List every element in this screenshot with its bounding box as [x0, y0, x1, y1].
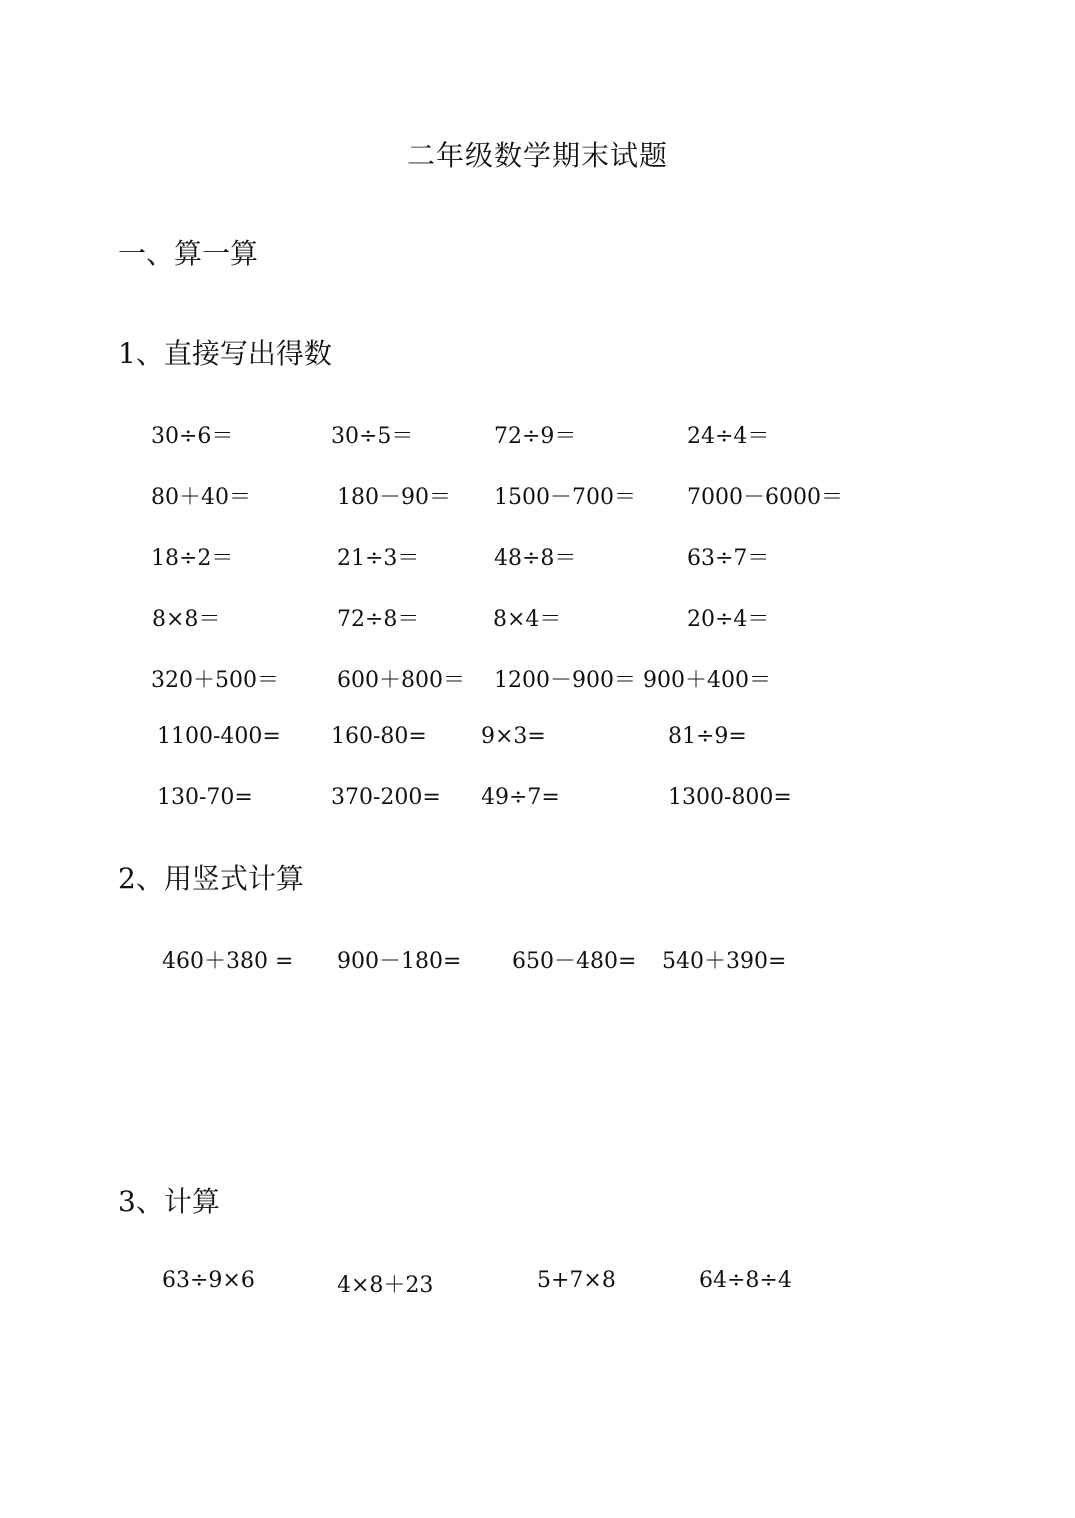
problem-item: 900＋400＝ — [643, 668, 771, 693]
part3-heading: 3、计算 — [118, 1185, 220, 1218]
problem-item: 320＋500＝ — [151, 668, 279, 693]
problem-item: 20÷4＝ — [687, 607, 770, 632]
problem-item: 4×8＋23 — [337, 1273, 434, 1298]
problem-item: 130-70= — [157, 785, 253, 810]
problem-item: 30÷5＝ — [331, 424, 414, 449]
problem-item: 650－480= — [512, 949, 637, 974]
problem-item: 1300-800= — [668, 785, 792, 810]
problem-item: 64÷8÷4 — [699, 1268, 792, 1293]
problem-item: 9×3= — [481, 724, 546, 749]
problem-item: 900－180= — [337, 949, 462, 974]
problem-item: 1500－700＝ — [494, 485, 636, 510]
problem-item: 48÷8＝ — [494, 546, 577, 571]
page-title: 二年级数学期末试题 — [406, 139, 668, 172]
problem-item: 24÷4＝ — [687, 424, 770, 449]
problem-item: 30÷6＝ — [151, 424, 234, 449]
problem-item: 18÷2＝ — [151, 546, 234, 571]
problem-item: 600＋800＝ — [337, 668, 465, 693]
problem-item: 81÷9= — [668, 724, 747, 749]
problem-item: 80＋40＝ — [151, 485, 251, 510]
problem-item: 21÷3＝ — [337, 546, 420, 571]
problem-item: 49÷7= — [481, 785, 560, 810]
problem-item: 7000－6000＝ — [687, 485, 843, 510]
section-heading: 一、算一算 — [118, 237, 259, 270]
problem-item: 180－90＝ — [337, 485, 451, 510]
problem-item: 460＋380 = — [162, 949, 294, 974]
problem-item: 1100-400= — [157, 724, 281, 749]
problem-item: 1200－900＝ — [494, 668, 636, 693]
problem-item: 5+7×8 — [537, 1268, 616, 1293]
problem-item: 160-80= — [331, 724, 427, 749]
problem-item: 370-200= — [331, 785, 441, 810]
problem-item: 72÷8＝ — [337, 607, 420, 632]
problem-item: 72÷9＝ — [494, 424, 577, 449]
problem-item: 540＋390= — [662, 949, 787, 974]
problem-item: 63÷7＝ — [687, 546, 770, 571]
problem-item: 8×4＝ — [493, 607, 562, 632]
part1-heading: 1、直接写出得数 — [118, 337, 332, 370]
problem-item: 8×8＝ — [152, 607, 221, 632]
part2-heading: 2、用竖式计算 — [118, 862, 304, 895]
problem-item: 63÷9×6 — [162, 1268, 255, 1293]
